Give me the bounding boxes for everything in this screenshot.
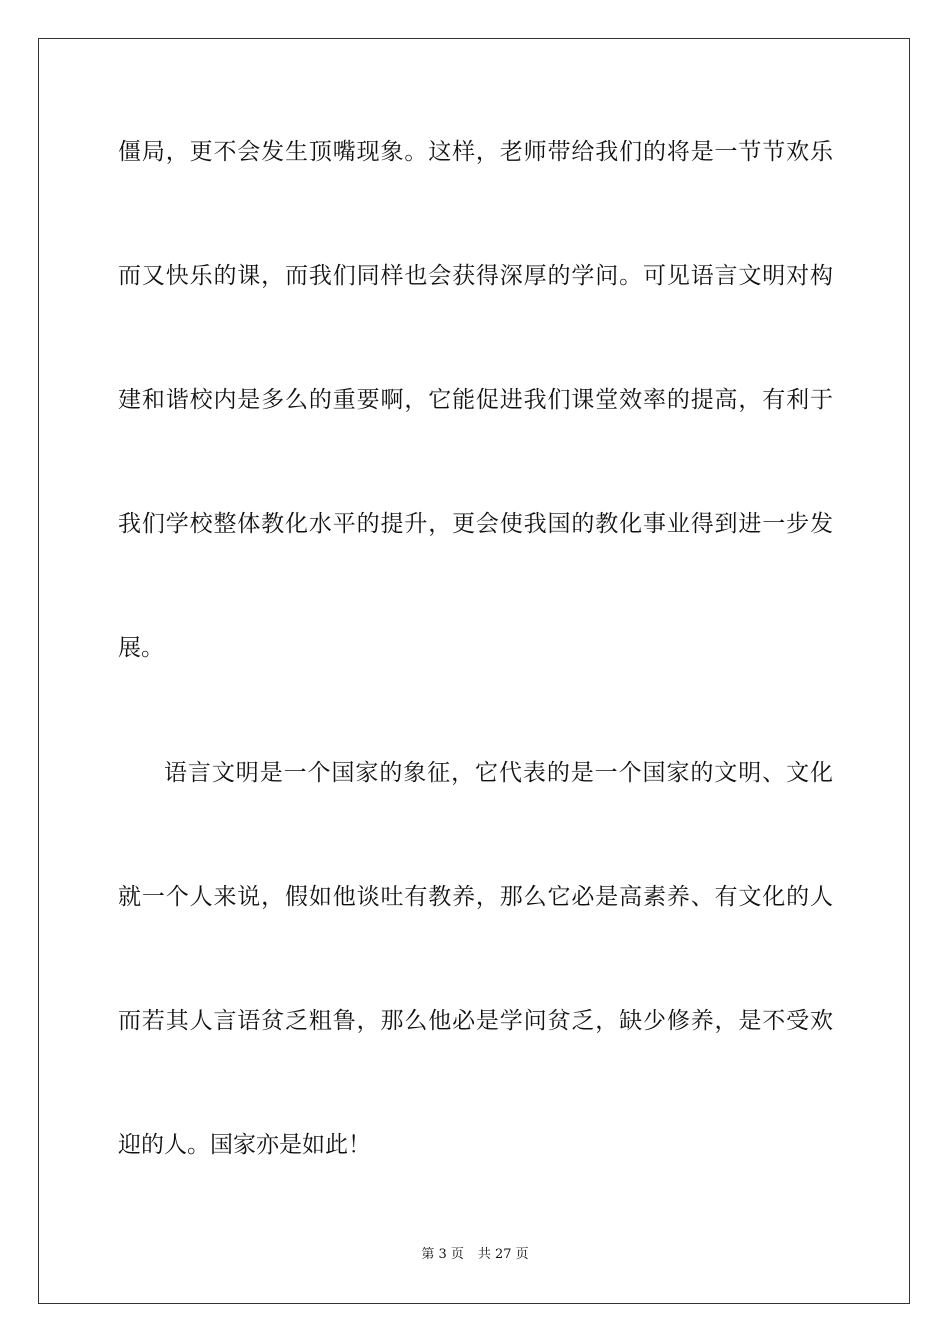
page-total: 共 27 页 bbox=[477, 1247, 529, 1262]
paragraph-2-line-3: 而若其人言语贫乏粗鲁，那么他必是学问贫乏，缺少修养，是不受欢 bbox=[118, 1008, 833, 1034]
paragraph-1-line-4: 我们学校整体教化水平的提升，更会使我国的教化事业得到进一步发 bbox=[118, 511, 833, 537]
paragraph-2-line-2: 就一个人来说，假如他谈吐有教养，那么它必是高素养、有文化的人 bbox=[118, 884, 833, 910]
paragraph-1-line-2: 而又快乐的课，而我们同样也会获得深厚的学问。可见语言文明对构 bbox=[118, 263, 833, 289]
page-footer bbox=[0, 1246, 950, 1264]
page-border bbox=[38, 38, 910, 1304]
paragraph-1-line-1: 僵局，更不会发生顶嘴现象。这样，老师带给我们的将是一节节欢乐 bbox=[118, 139, 833, 165]
paragraph-1-line-3: 建和谐校内是多么的重要啊，它能促进我们课堂效率的提高，有利于 bbox=[118, 387, 833, 413]
paragraph-1-line-5: 展。 bbox=[118, 635, 164, 661]
paragraph-2-line-4: 迎的人。国家亦是如此！ bbox=[118, 1132, 371, 1158]
paragraph-2-line-1: 语言文明是一个国家的象征，它代表的是一个国家的文明、文化 bbox=[164, 760, 833, 786]
page-number: 第 3 页 bbox=[421, 1247, 464, 1262]
